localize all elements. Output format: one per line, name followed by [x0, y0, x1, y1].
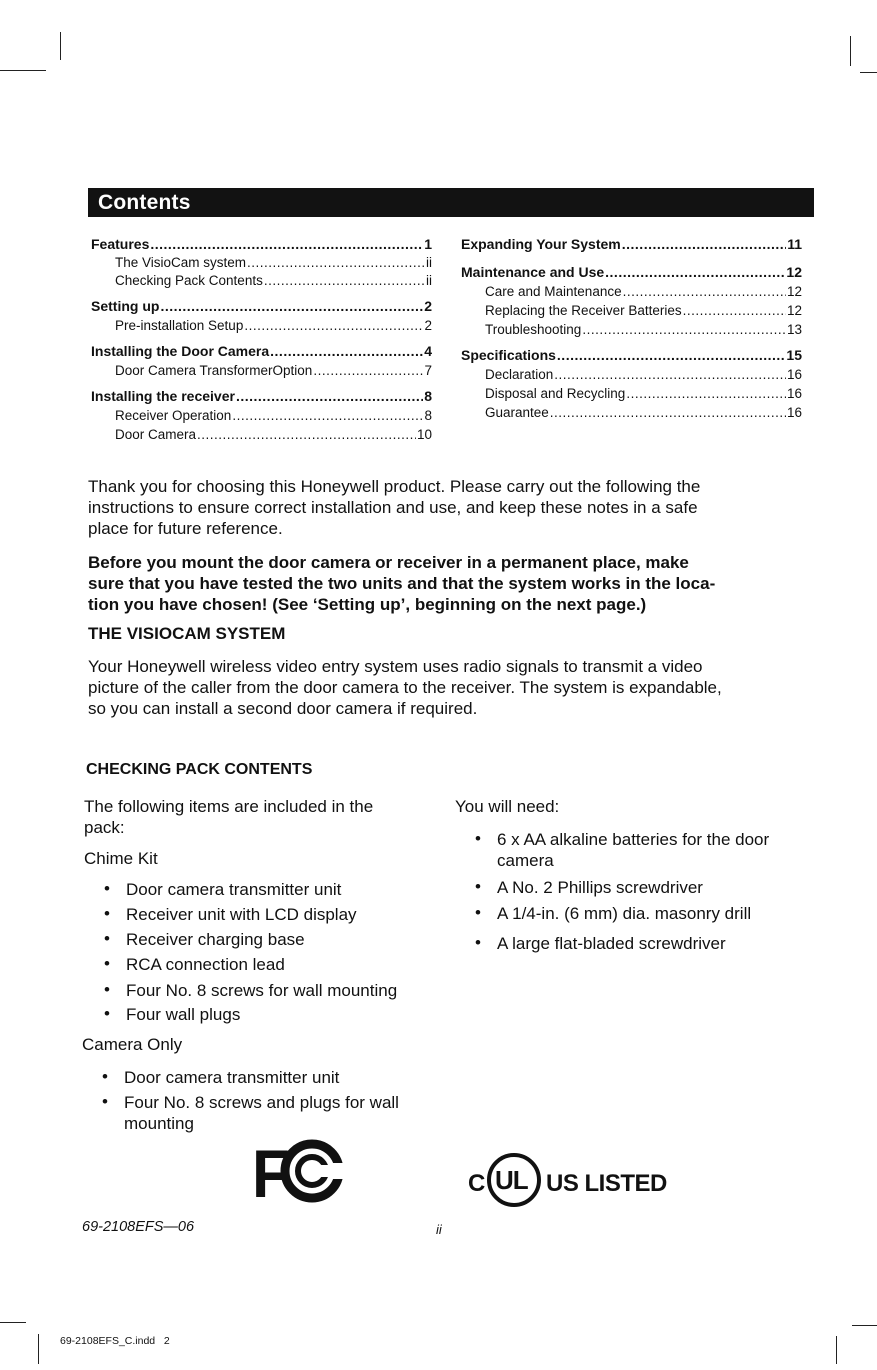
- toc-entry-page: ii: [426, 273, 432, 288]
- camera-only-list: [102, 1067, 442, 1137]
- toc-entry: [485, 322, 802, 337]
- toc-leader-dots: [244, 318, 423, 333]
- toc-entry-page: 8: [424, 408, 432, 423]
- fcc-logo: [252, 1137, 344, 1203]
- toc-entry-page: 4: [424, 343, 432, 359]
- bullet-icon: •: [475, 903, 481, 922]
- toc-entry: [91, 236, 432, 252]
- intro-line: instructions to ensure correct installation and use, and keep these notes in a safe: [88, 498, 698, 517]
- list-item-line: Receiver unit with LCD display: [126, 905, 357, 924]
- list-item-text: [126, 904, 357, 925]
- list-item-text: [126, 929, 305, 950]
- toc-entry-page: 2: [424, 318, 432, 333]
- toc-entry: [461, 264, 802, 280]
- toc-entry-page: 12: [786, 264, 802, 280]
- visiocam-line: so you can install a second door camera if required.: [88, 699, 478, 718]
- toc-entry-page: 8: [424, 388, 432, 404]
- warning-line: Before you mount the door camera or receiver in a permanent place, make: [88, 553, 689, 572]
- toc-entry-label: Installing the receiver: [91, 388, 235, 404]
- bullet-icon: •: [475, 829, 481, 848]
- list-item-text: [126, 954, 285, 975]
- crop-mark-top-left-h: [0, 70, 46, 71]
- list-item-text: [497, 903, 751, 924]
- pack-heading: CHECKING PACK CONTENTS: [86, 761, 313, 778]
- list-item-text: [126, 980, 397, 1001]
- crop-mark-top-left-v: [60, 32, 61, 60]
- chime-kit-list: [104, 879, 444, 1029]
- toc-leader-dots: [683, 303, 786, 318]
- chime-kit-label: Chime Kit: [84, 849, 158, 868]
- toc-entry: [115, 427, 432, 442]
- ul-letters: UL: [495, 1165, 528, 1195]
- toc-entry-page: 11: [787, 236, 802, 252]
- toc-entry-page: 16: [786, 386, 802, 401]
- toc-entry-label: Declaration: [485, 367, 554, 382]
- toc-entry-page: 16: [786, 367, 802, 382]
- toc-leader-dots: [247, 255, 425, 270]
- toc-leader-dots: [197, 427, 416, 442]
- bullet-icon: •: [475, 877, 481, 896]
- toc-leader-dots: [626, 386, 786, 401]
- list-item-line: Receiver charging base: [126, 930, 305, 949]
- crop-mark-bottom-left-v: [38, 1334, 39, 1364]
- toc-entry: [485, 303, 802, 318]
- crop-mark-bottom-right-h: [852, 1325, 877, 1326]
- warning-line: sure that you have tested the two units and that the system works in the loca-: [88, 574, 716, 593]
- toc-entry-label: Installing the Door Camera: [91, 343, 270, 359]
- file-label: 69-2108EFS_C.indd 2: [60, 1335, 170, 1347]
- toc-entry-label: Troubleshooting: [485, 322, 582, 337]
- bullet-icon: •: [104, 1004, 110, 1023]
- list-item-text: [126, 1004, 240, 1025]
- toc-leader-dots: [236, 388, 423, 404]
- toc-leader-dots: [232, 408, 423, 423]
- toc-entry-label: Receiver Operation: [115, 408, 232, 423]
- toc-entry-page: 1: [424, 236, 432, 252]
- visiocam-line: Your Honeywell wireless video entry system uses radio signals to transmit a video: [88, 657, 703, 676]
- list-item-text: [124, 1067, 339, 1088]
- list-item-line: 6 x AA alkaline batteries for the door: [497, 830, 770, 849]
- toc-entry-label: Replacing the Receiver Batteries: [485, 303, 682, 318]
- list-item-text: [497, 877, 703, 898]
- contents-title: Contents: [98, 191, 191, 214]
- list-item-line: Four No. 8 screws and plugs for wall: [124, 1093, 399, 1112]
- toc-entry: [485, 284, 802, 299]
- list-item-line: mounting: [124, 1114, 194, 1133]
- toc-entry-page: 2: [424, 298, 432, 314]
- intro-line: place for future reference.: [88, 519, 283, 538]
- toc-leader-dots: [582, 322, 786, 337]
- toc-leader-dots: [264, 273, 425, 288]
- you-need-list: [475, 829, 815, 959]
- crop-mark-top-right-v: [850, 36, 851, 66]
- ul-c-letter: C: [468, 1170, 486, 1197]
- list-item-line: A 1/4-in. (6 mm) dia. masonry drill: [497, 904, 752, 923]
- toc-entry-label: Expanding Your System: [461, 236, 621, 252]
- crop-mark-bottom-left-h: [0, 1322, 26, 1323]
- ul-listed-mark: [468, 1152, 668, 1208]
- toc-leader-dots: [557, 347, 786, 363]
- toc-entry: [115, 408, 432, 423]
- list-item-line: A large flat-bladed screwdriver: [497, 934, 726, 953]
- toc-entry-page: 12: [786, 303, 802, 318]
- toc-entry: [485, 386, 802, 401]
- list-item-text: [124, 1092, 399, 1134]
- toc-leader-dots: [550, 405, 786, 420]
- toc-entry-page: 12: [786, 284, 802, 299]
- list-item-line: camera: [497, 851, 554, 870]
- bullet-icon: •: [475, 933, 481, 952]
- toc-entry: [115, 363, 432, 378]
- list-item-line: Four wall plugs: [126, 1005, 241, 1024]
- camera-only-label: Camera Only: [82, 1035, 183, 1054]
- toc-entry: [115, 273, 432, 288]
- toc-entry: [115, 318, 432, 333]
- toc-entry: [91, 388, 432, 404]
- list-item-text: [126, 879, 341, 900]
- toc-leader-dots: [160, 298, 423, 314]
- toc-leader-dots: [554, 367, 786, 382]
- toc-entry-page: 7: [424, 363, 432, 378]
- toc-entry-label: Door Camera: [115, 427, 197, 442]
- intro-paragraph: [88, 476, 828, 539]
- toc-entry: [485, 367, 802, 382]
- toc-entry-label: Features: [91, 236, 150, 252]
- toc-entry: [91, 298, 432, 314]
- bullet-icon: •: [104, 980, 110, 999]
- list-item-line: Four No. 8 screws for wall mounting: [126, 981, 398, 1000]
- toc-right-column: [461, 236, 802, 426]
- bullet-icon: •: [104, 954, 110, 973]
- toc-entry-label: Checking Pack Contents: [115, 273, 263, 288]
- toc-entry-label: Specifications: [461, 347, 556, 363]
- toc-entry-label: Care and Maintenance: [485, 284, 622, 299]
- list-item-line: Door camera transmitter unit: [124, 1068, 340, 1087]
- crop-mark-bottom-right-v: [836, 1336, 837, 1364]
- toc-entry: [115, 255, 432, 270]
- intro-line: Thank you for choosing this Honeywell product. Please carry out the following the: [88, 477, 701, 496]
- crop-mark-top-right-h: [860, 72, 877, 73]
- list-item-line: RCA connection lead: [126, 955, 285, 974]
- bullet-icon: •: [102, 1067, 108, 1086]
- toc-entry: [485, 405, 802, 420]
- toc-leader-dots: [270, 343, 423, 359]
- toc-entry-label: Setting up: [91, 298, 160, 314]
- toc-entry-page: ii: [426, 255, 432, 270]
- toc-left-column: [91, 236, 432, 450]
- toc-entry-label: Maintenance and Use: [461, 264, 605, 280]
- toc-entry-label: Door Camera TransformerOption: [115, 363, 313, 378]
- toc-entry-label: Guarantee: [485, 405, 549, 420]
- page-number: ii: [436, 1222, 442, 1237]
- pack-intro-line: The following items are included in the: [84, 797, 374, 816]
- toc-leader-dots: [150, 236, 423, 252]
- bullet-icon: •: [102, 1092, 108, 1111]
- toc-entry-page: 10: [416, 427, 432, 442]
- toc-leader-dots: [623, 284, 786, 299]
- bullet-icon: •: [104, 929, 110, 948]
- toc-entry: [461, 347, 802, 363]
- toc-leader-dots: [622, 236, 786, 252]
- list-item-line: Door camera transmitter unit: [126, 880, 342, 899]
- toc-entry-page: 15: [786, 347, 802, 363]
- toc-entry: [91, 343, 432, 359]
- svg-text:F: F: [252, 1137, 290, 1203]
- bullet-icon: •: [104, 904, 110, 923]
- toc-entry: [461, 236, 802, 252]
- visiocam-heading: THE VISIOCAM SYSTEM: [88, 624, 286, 643]
- warning-line: tion you have chosen! (See ‘Setting up’, beginning on the next page.): [88, 595, 647, 614]
- list-item-line: A No. 2 Phillips screwdriver: [497, 878, 703, 897]
- contents-header-bar: [88, 188, 814, 217]
- visiocam-paragraph: [88, 656, 828, 719]
- toc-entry-label: Pre-installation Setup: [115, 318, 244, 333]
- toc-leader-dots: [313, 363, 423, 378]
- doc-number: 69-2108EFS—06: [82, 1219, 195, 1235]
- warning-paragraph: [88, 552, 848, 615]
- toc-entry-page: 13: [786, 322, 802, 337]
- pack-intro-line: pack:: [84, 818, 125, 837]
- you-need-label: You will need:: [455, 797, 560, 816]
- toc-entry-label: The VisioCam system: [115, 255, 247, 270]
- toc-entry-page: 16: [786, 405, 802, 420]
- pack-intro: [84, 796, 444, 838]
- ul-listed-text: US LISTED: [546, 1170, 667, 1197]
- toc-leader-dots: [605, 264, 785, 280]
- toc-entry-label: Disposal and Recycling: [485, 386, 626, 401]
- list-item-text: [497, 829, 769, 871]
- list-item-text: [497, 933, 726, 954]
- bullet-icon: •: [104, 879, 110, 898]
- visiocam-line: picture of the caller from the door camera to the receiver. The system is expandable,: [88, 678, 722, 697]
